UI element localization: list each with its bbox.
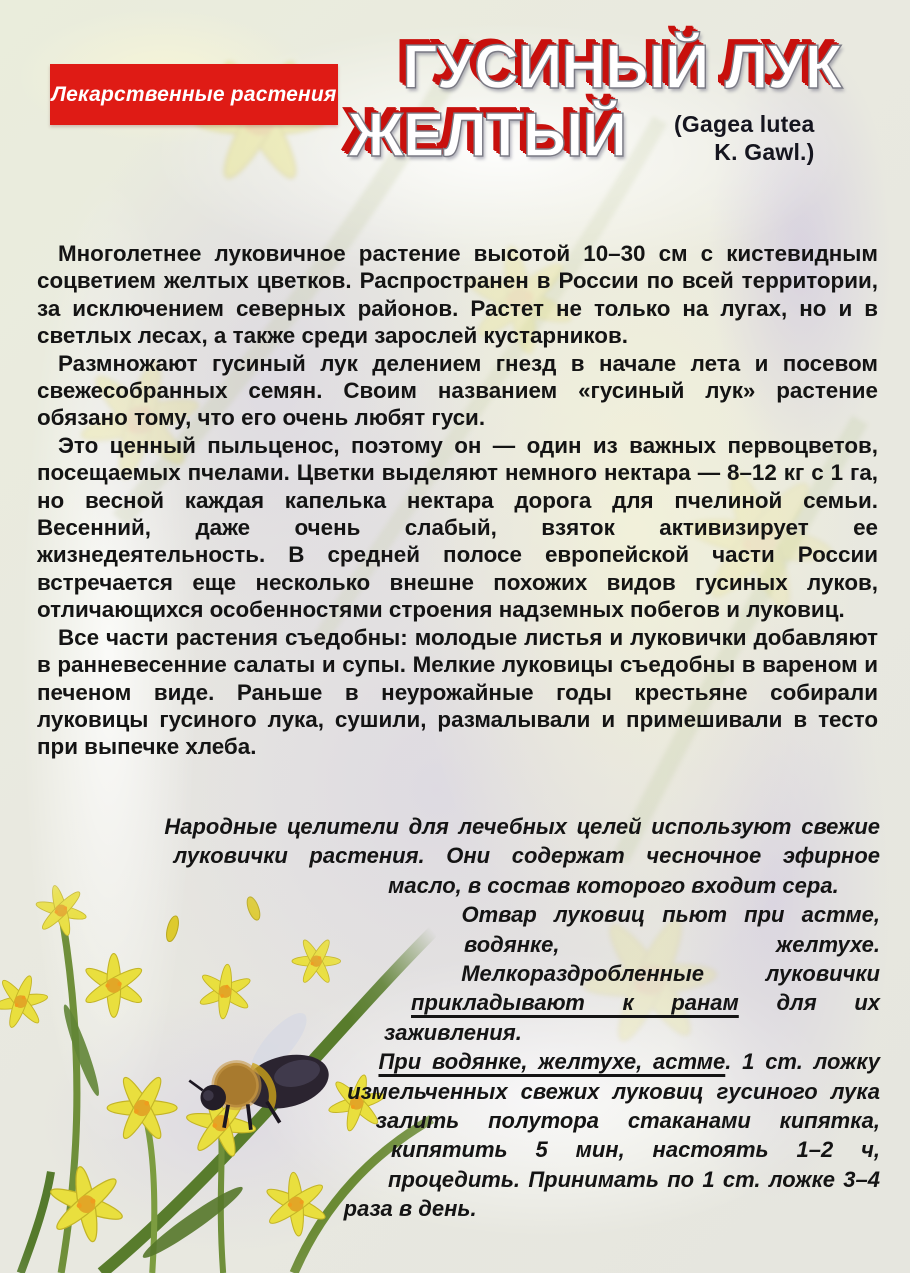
usage-underlined-phrase: прикладывают к ранам: [411, 990, 739, 1016]
title-line-2: ЖЕЛТЫЙ: [348, 101, 627, 171]
usage-text: Отвар луковиц пьют при астме, водянке, желтухе. Мелкораздробленные луковички: [461, 902, 880, 987]
body-paragraph: Это ценный пыльценос, поэтому он — один из важных первоцветов, посещаемых пчелами. Цветки выделяют немного нектара — 8–12 кг с 1 га, но весной каждая капелька нектара дорога для пчелиной семьи. Весенний, даже очень слабый, взяток активизирует ее жизнедеятельность. В средней полосе европейской части России встречается еще несколько внешне похожих видов гусиных луков, отличающихся особенностями строения надземных побегов и луковиц.: [37, 432, 878, 623]
body-paragraph: Все части растения съедобны: молодые листья и луковички добавляют в ранневесенние салаты и супы. Мелкие луковицы съедобны в вареном и печеном виде. Раньше в неурожайные годы крестьяне собирали луковицы гусиного лука, сушили, размалывали и примешивали в тесто при выпечке хлеба.: [37, 624, 878, 760]
article-body: [37, 240, 878, 761]
latin-name: [674, 111, 814, 170]
recipe-text: . 1 ст. ложку измельченных свежих луковиц гусиного лука залить полутора стаканами кипятка, кипятить 5 мин, настоять 1–2 ч, процедить. Принимать по 1 ст. ложке 3–4 раза в день.: [343, 1049, 881, 1222]
folk-remedies-section: [37, 812, 880, 1273]
body-paragraph: Многолетнее луковичное растение высотой 10–30 см с кистевидным соцветием желтых цветков. Распространен в России по всей территории, за исключением северных районов. Растет не только на лугах, но и в светлых лесах, а также среди зарослей кустарников.: [37, 241, 878, 349]
category-banner: [50, 64, 338, 125]
category-banner-label: Лекарственные растения: [51, 82, 337, 106]
folk-intro: Народные целители для лечебных целей используют свежие луковички растения. Они содержат чесночное эфирное масло, в состав которого входит сера.: [164, 814, 880, 898]
title-line-1: ГУСИНЫЙ ЛУК: [402, 33, 842, 102]
latin-name-line-1: (Gagea lutea: [674, 111, 815, 138]
usage-text-after: для их заживления.: [384, 990, 881, 1045]
page-title: [348, 34, 896, 170]
recipe-underlined-phrase: При водянке, желтухе, астме: [378, 1049, 726, 1075]
body-paragraph: Размножают гусиный лук делением гнезд в начале лета и посевом свежесобранных семян. Своим названием «гусиный лук» растение обязано тому, что его очень любят гуси.: [37, 350, 878, 431]
latin-name-line-2: K. Gawl.): [714, 138, 815, 165]
